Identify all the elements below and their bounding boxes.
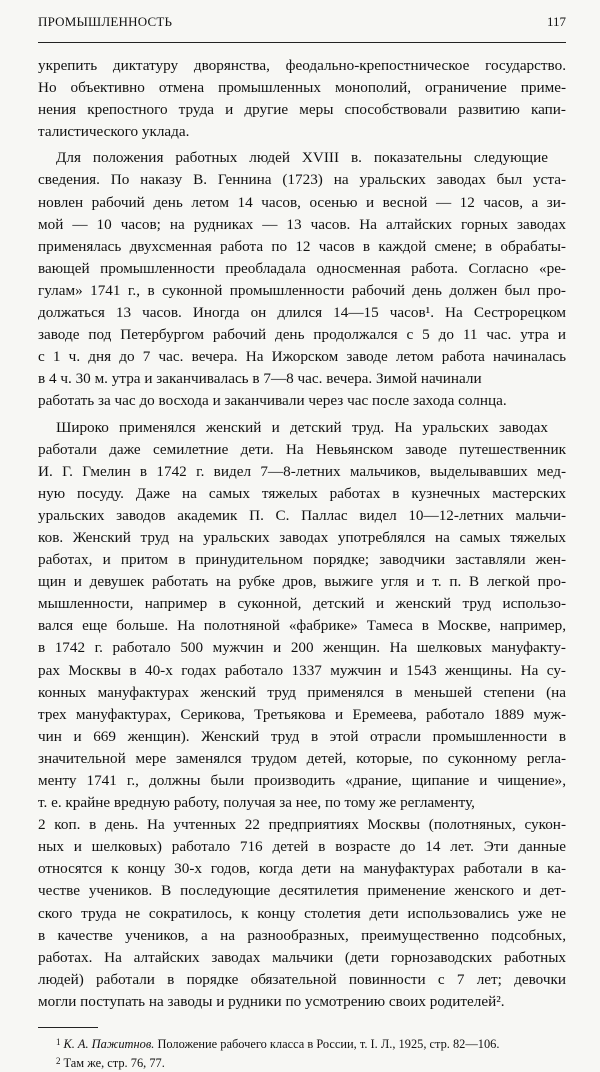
text-line: Для положения работных людей XVIII в. показательны следующие (56, 149, 548, 167)
footnote-author: К. А. Пажитнов. (63, 1037, 155, 1052)
paragraph (38, 147, 566, 412)
text-line: трех мануфактурах, Серикова, Третьякова и Еремеева, работало 1889 муж- (38, 705, 566, 723)
text-line: 2 коп. в день. На учтенных 22 предприятиях Москвы (полотняных, сукон- (38, 816, 566, 834)
text-line: значительной мере заменялся трудом детей, которые, по суконному регла- (38, 749, 566, 767)
text-line: ных и шелковых) работало 716 детей в возрасте до 14 лет. Эти данные (38, 838, 566, 856)
text-line: применялась двухсменная работа по 12 часов в каждой смене; в обрабаты- (38, 237, 566, 255)
text-line: могли поступать на заводы и рудники по усмотрению своих родителей². (38, 992, 505, 1010)
text-line: в 1742 г. работало 500 мужчин и 200 женщин. На шелковых мануфакту- (38, 639, 566, 657)
text-line: в качестве учеников, а на разнообразных, преимущественно подсобных, (38, 926, 566, 944)
text-line: работать за час до восхода и заканчивали через час после захода солнца. (38, 392, 507, 410)
text-line: ского труда не сократилось, к концу столетия дети использовались уже не (38, 904, 566, 922)
paragraph (38, 417, 566, 1014)
text-line: Но объективно отмена промышленных монополий, ограничение приме- (38, 79, 566, 97)
text-line: чин и 669 женщин). Женский труд в этой отрасли промышленности в (38, 727, 566, 745)
text-line: талистического уклада. (38, 123, 190, 141)
text-line: честве учеников. В последующие десятилетия применение женского и дет- (38, 882, 566, 900)
text-line: вающей промышленности преобладала односменная работа. Согласно «ре- (38, 259, 566, 277)
text-line: Широко применялся женский и детский труд. На уральских заводах (56, 418, 548, 436)
text-line: должаться 13 часов. Иногда он длился 14—15 часов¹. На Сестрорецком (38, 304, 566, 322)
footnote-mark: 1 (56, 1037, 61, 1048)
footnote-text: Там же, стр. 76, 77. (63, 1056, 165, 1071)
text-line: мой — 10 часов; на рудниках — 13 часов. На алтайских горных заводах (38, 215, 566, 233)
text-line: новлен рабочий день летом 14 часов, осенью и весной — 12 часов, а зи- (38, 193, 566, 211)
running-header (38, 14, 566, 40)
text-line: в 4 ч. 30 м. утра и заканчивалась в 7—8 час. вечера. Зимой начинали (38, 370, 482, 388)
text-line: людей) работали в порядке обязательной повинности с 7 лет; девочки (38, 970, 566, 988)
text-line: менту 1741 г., должны были производить «драние, щипание и чищение», (38, 772, 566, 789)
text-line: укрепить диктатуру дворянства, феодально-крепостническое государство. (38, 57, 566, 74)
text-line: вался еще больше. На полотняной «фабрике» Тамеса в Москве, например, (38, 617, 566, 635)
text-line: уральских заводов академик П. С. Паллас видел 10—12-летних мальчи- (38, 506, 566, 524)
body-text (38, 55, 566, 1013)
page-number: 117 (546, 14, 566, 29)
text-line: с 1 ч. дня до 7 час. вечера. На Ижорском заводе летом работа начиналась (38, 348, 566, 366)
section-title: ПРОМЫШЛЕННОСТЬ (38, 14, 173, 29)
footnote-text: Положение рабочего класса в России, т. I. Л., 1925, стр. 82—106. (157, 1037, 500, 1052)
header-rule (38, 42, 566, 43)
footnote-rule (38, 1027, 98, 1028)
text-line: работали даже семилетние дети. На Невьянском заводе путешественник (38, 440, 566, 458)
footnote-2 (38, 1053, 566, 1072)
text-line: конных мануфактурах женский труд применялся в меньшей степени (на (38, 683, 566, 701)
text-line: т. е. крайне вредную работу, получая за нее, по тому же регламенту, (38, 794, 475, 812)
text-line: гулам» 1741 г., в суконной промышленности рабочий день должен был про- (38, 281, 566, 299)
footnotes (38, 1027, 566, 1072)
text-line: рах Москвы в 40-х годах работало 1337 мужчин и 1543 женщины. На су- (38, 661, 566, 679)
text-line: работах, и притом в принудительном порядке; заводчики заставляли жен- (38, 551, 566, 569)
text-line: сведения. По наказу В. Геннина (1723) на уральских заводах был уста- (38, 171, 566, 189)
text-line: И. Г. Гмелин в 1742 г. видел 7—8-летних мальчиков, выделывавших мед- (38, 462, 566, 480)
text-line: нения крепостного труда и другие меры способствовали развитию капи- (38, 101, 566, 119)
text-line: заводе под Петербургом рабочий день продолжался с 5 до 11 час. утра и (38, 326, 566, 344)
footnote-mark: 2 (56, 1056, 61, 1067)
text-line: щин и девушек работать на рубке дров, выжиге угля и т. п. В легкой про- (38, 573, 566, 591)
paragraph (38, 55, 566, 143)
text-line: работах. На алтайских заводах мальчики (дети горнозаводских работных (38, 948, 566, 966)
text-line: ную посуду. Даже на самых тяжелых работах в кузнечных мастерских (38, 484, 566, 502)
text-line: мышленности, например в суконной, детский и женский труд использо- (38, 595, 566, 613)
text-line: ков. Женский труд на уральских заводах употреблялся на самых тяжелых (38, 528, 566, 546)
footnote-1 (38, 1034, 566, 1053)
text-line: относятся к концу 30-х годов, когда дети на мануфактурах работали в ка- (38, 860, 566, 878)
